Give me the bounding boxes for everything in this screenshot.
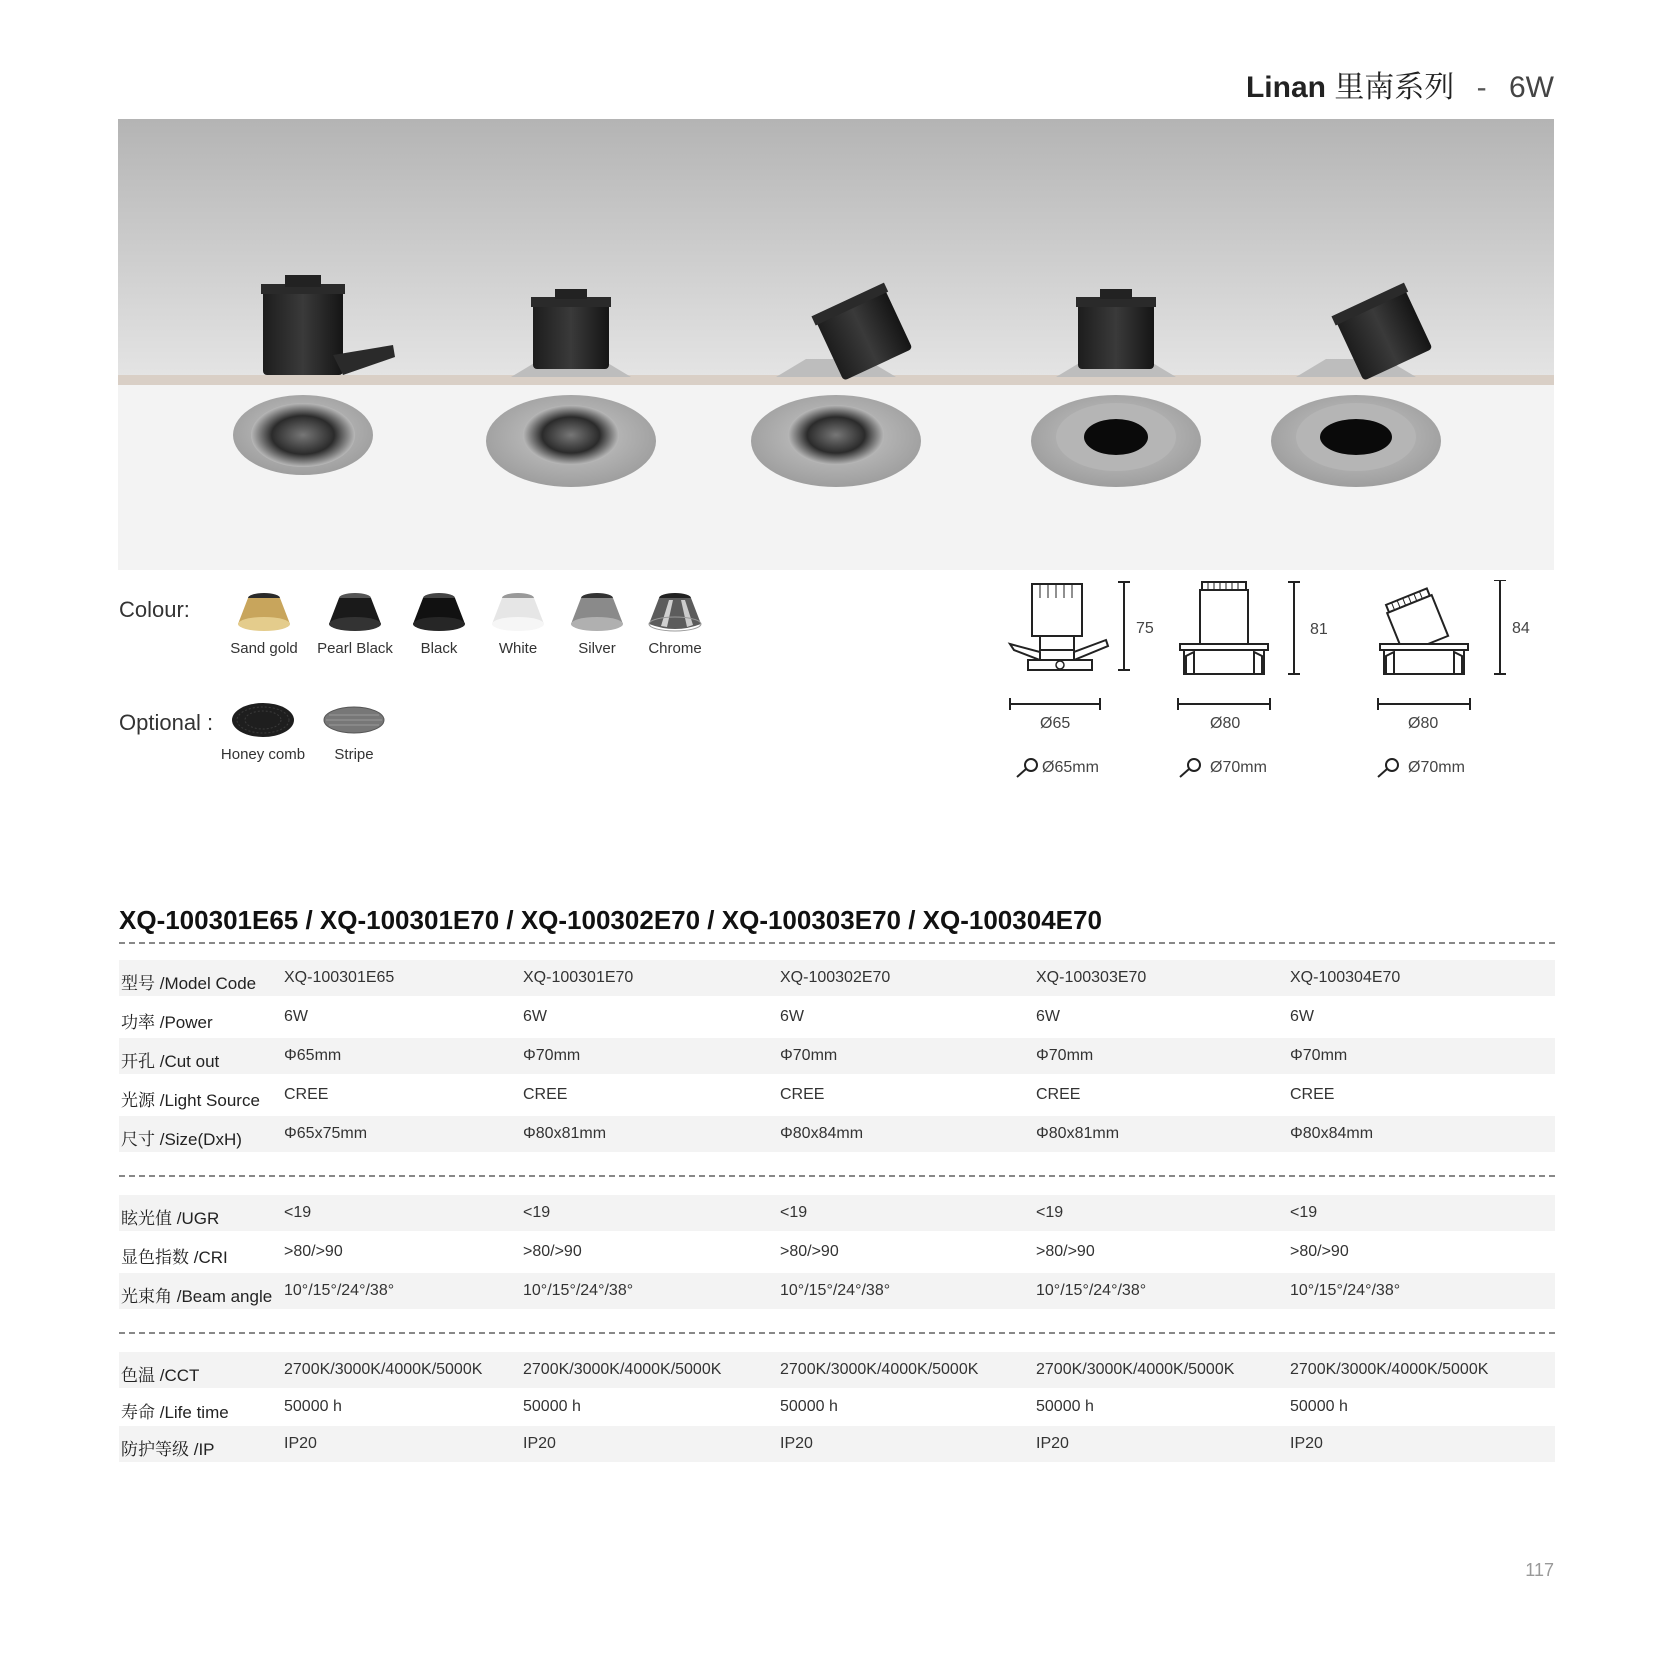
spec-value: 10°/15°/24°/38° [780,1282,891,1299]
title-separator: - [1476,71,1487,104]
reflector-cone-icon [647,590,703,634]
spec-row-model-code [119,960,1555,996]
optional-item-label: Honey comb [220,746,306,763]
spec-value: CREE [1290,1086,1335,1103]
models-title: XQ-100301E65 / XQ-100301E70 / XQ-100302E70 / XQ-100303E70 / XQ-100304E70 [119,905,1102,935]
dimension-drawing-3 [1374,580,1544,730]
spec-value: >80/>90 [1036,1243,1095,1260]
spec-value: >80/>90 [523,1243,582,1260]
colour-label: Colour: [119,597,190,622]
spec-value: 6W [1036,1008,1060,1025]
spec-row-cut-out [119,1038,1555,1074]
spec-label: 尺寸 /Size(DxH) [121,1130,242,1149]
cutout-icon [1376,757,1402,784]
spec-value: 2700K/3000K/4000K/5000K [523,1361,722,1378]
reflector-cone-icon [569,590,625,634]
swatch-sand-gold [216,590,312,657]
wattage: 6W [1509,71,1554,104]
divider [119,942,1555,944]
brand-name: Linan [1245,71,1326,104]
spec-value: 6W [1290,1008,1314,1025]
spec-row-cri [119,1234,1555,1270]
cutout-icon [1015,757,1041,784]
page-title [1246,62,1554,106]
series-name: 里南系列 [1334,71,1455,104]
spec-label: 型号 /Model Code [121,974,257,993]
spec-row-life-time [119,1389,1555,1425]
spec-label: 眩光值 /UGR [121,1209,220,1228]
spec-value: 50000 h [1290,1398,1348,1415]
divider [119,1175,1555,1177]
spec-value: 50000 h [284,1398,342,1415]
spec-value: 10°/15°/24°/38° [1036,1282,1147,1299]
reflector-cone-icon [411,590,467,634]
spec-value: 2700K/3000K/4000K/5000K [284,1361,483,1378]
product-hero-image [118,119,1554,570]
spec-value: Φ80x81mm [523,1125,607,1142]
honeycomb-icon [230,700,296,740]
swatch-label: Chrome [648,640,702,657]
spec-value: Φ70mm [780,1047,838,1064]
swatch-chrome [627,590,723,657]
swatch-label: Black [420,640,458,657]
spec-value: XQ-100304E70 [1290,969,1401,986]
spec-value: <19 [1290,1204,1318,1221]
spec-row-beam-angle [119,1273,1555,1309]
spec-label: 光束角 /Beam angle [121,1287,273,1306]
cutout-icon [1178,757,1204,784]
spec-value: 6W [284,1008,308,1025]
spec-value: <19 [523,1204,551,1221]
spec-label: 防护等级 /IP [121,1440,215,1459]
spec-label: 开孔 /Cut out [121,1052,220,1071]
reflector-cone-icon [236,590,292,634]
optional-honeycomb [215,700,311,763]
swatch-label: Pearl Black [317,640,393,657]
spec-value: Φ80x84mm [780,1125,864,1142]
spec-value: CREE [284,1086,329,1103]
spec-value: >80/>90 [284,1243,343,1260]
spec-value: >80/>90 [780,1243,839,1260]
spec-value: Φ80x84mm [1290,1125,1374,1142]
spec-value: XQ-100302E70 [780,969,891,986]
spec-value: 2700K/3000K/4000K/5000K [1036,1361,1235,1378]
spec-value: 6W [780,1008,804,1025]
spec-label: 色温 /CCT [121,1366,200,1385]
dimension-diameter: Ø80 [1408,715,1439,732]
dimension-cutout: Ø70mm [1408,759,1465,776]
spec-value: 6W [523,1008,547,1025]
reflector-cone-icon [327,590,383,634]
spec-value: 50000 h [523,1398,581,1415]
spec-value: <19 [780,1204,808,1221]
spec-row-light-source [119,1077,1555,1113]
optional-item-label: Stripe [334,746,374,763]
spec-value: IP20 [523,1435,556,1452]
spec-value: CREE [523,1086,568,1103]
spec-value: 10°/15°/24°/38° [523,1282,634,1299]
spec-value: IP20 [284,1435,317,1452]
spec-value: CREE [1036,1086,1081,1103]
spec-value: CREE [780,1086,825,1103]
spec-row-size [119,1116,1555,1152]
swatch-label: White [498,640,538,657]
spec-value: 50000 h [1036,1398,1094,1415]
page-number: 117 [1525,1560,1554,1580]
spec-value: 50000 h [780,1398,838,1415]
swatch-pearl-black [307,590,403,657]
reflector-cone-icon [490,590,546,634]
spec-value: <19 [1036,1204,1064,1221]
spec-value: IP20 [1290,1435,1323,1452]
swatch-label: Silver [578,640,616,657]
dimension-cutout: Ø70mm [1210,759,1267,776]
spec-value: Φ65mm [284,1047,342,1064]
downlight-render [118,119,1554,570]
optional-label: Optional : [119,710,214,735]
spec-label: 功率 /Power [121,1013,213,1032]
spec-label: 光源 /Light Source [121,1091,260,1110]
spec-value: Φ70mm [1036,1047,1094,1064]
spec-row-ip [119,1426,1555,1462]
spec-value: >80/>90 [1290,1243,1349,1260]
dimension-drawing-1 [1000,580,1140,730]
optional-stripe [306,700,402,763]
spec-row-cct [119,1352,1555,1388]
dimension-height: 75 [1136,620,1154,637]
dimension-height: 81 [1310,621,1328,638]
spec-value: XQ-100303E70 [1036,969,1147,986]
spec-value: 10°/15°/24°/38° [1290,1282,1401,1299]
spec-value: IP20 [780,1435,813,1452]
spec-value: Φ70mm [523,1047,581,1064]
spec-value: Φ80x81mm [1036,1125,1120,1142]
spec-value: 10°/15°/24°/38° [284,1282,395,1299]
spec-value: <19 [284,1204,312,1221]
spec-value: XQ-100301E70 [523,969,634,986]
spec-value: IP20 [1036,1435,1069,1452]
spec-value: XQ-100301E65 [284,969,395,986]
dimension-cutout: Ø65mm [1042,759,1099,776]
spec-value: 2700K/3000K/4000K/5000K [780,1361,979,1378]
swatch-label: Sand gold [230,640,298,657]
spec-value: Φ65x75mm [284,1125,368,1142]
dimension-drawing-2 [1174,580,1314,730]
stripe-lens-icon [321,700,387,740]
spec-label: 显色指数 /CRI [121,1248,228,1267]
spec-row-ugr [119,1195,1555,1231]
divider [119,1332,1555,1334]
spec-value: 2700K/3000K/4000K/5000K [1290,1361,1489,1378]
dimension-height: 84 [1512,620,1530,637]
spec-value: Φ70mm [1290,1047,1348,1064]
dimension-diameter: Ø80 [1210,715,1241,732]
dimension-diameter: Ø65 [1040,715,1071,732]
spec-label: 寿命 /Life time [121,1403,229,1422]
spec-row-power [119,999,1555,1035]
